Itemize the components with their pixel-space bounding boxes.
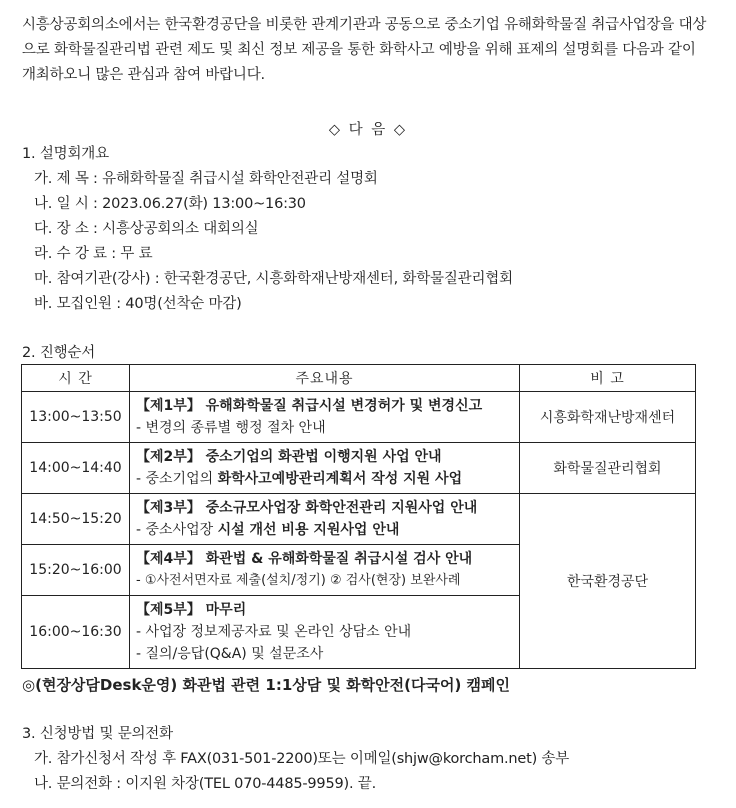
table-row: [22, 443, 696, 494]
row-note: 시흥화학재난방재센터: [520, 392, 696, 443]
row-content: [130, 392, 520, 443]
section1-title: 1. 설명회개요: [22, 146, 109, 162]
session-title: 【제1부】 유해화학물질 취급시설 변경허가 및 변경신고: [136, 398, 483, 414]
session-title: 【제5부】 마무리: [136, 602, 247, 618]
overview-item-organizations: 마. 참여기관(강사) : 한국환경공단, 시흥화학재난방재센터, 화학물질관리협회: [34, 271, 513, 287]
session-detail-prefix: - 중소기업의: [136, 471, 218, 487]
overview-item-capacity: 바. 모집인원 : 40명(선착순 마감): [34, 296, 242, 312]
session-detail-prefix: - 중소사업장: [136, 522, 218, 538]
section2-title: 2. 진행순서: [22, 345, 96, 361]
campaign-notice: ◎(현장상담Desk운영) 화관법 관련 1:1상담 및 화학안전(다국어) 캠페인: [22, 676, 511, 694]
table-row: [22, 392, 696, 443]
section3-title: 3. 신청방법 및 문의전화: [22, 726, 173, 742]
session-detail: - 변경의 종류별 행정 절차 안내: [136, 420, 326, 436]
row-content: [130, 443, 520, 494]
overview-item-title: 가. 제 목 : 유해화학물질 취급시설 화학안전관리 설명회: [34, 171, 378, 187]
session-detail: [136, 468, 513, 490]
row-content: [130, 596, 520, 669]
intro-paragraph: 시흥상공회의소에서는 한국환경공단을 비롯한 관계기관과 공동으로 중소기업 유해화학물질 취급사업장을 대상으로 화학물질관리법 관련 제도 및 최신 정보 제공을 통한 화학사고 예방을 위해 표제의 설명회를 다음과 같이 개최하오니 많은 관심과 참여 바랍니다.: [22, 17, 707, 83]
section-heading: ◇ 다 음 ◇: [328, 122, 408, 138]
row-content: [130, 494, 520, 545]
row-time: 16:00~16:30: [22, 596, 130, 669]
row-note: 한국환경공단: [520, 494, 696, 669]
overview-item-venue: 다. 장 소 : 시흥상공회의소 대회의실: [34, 221, 259, 237]
table-header-row: [22, 365, 696, 392]
overview-item-date: 나. 일 시 : 2023.06.27(화) 13:00~16:30: [34, 196, 306, 212]
row-time: 15:20~16:00: [22, 545, 130, 596]
row-note: 화학물질관리협회: [520, 443, 696, 494]
schedule-table: [21, 364, 696, 669]
header-note: 비 고: [520, 365, 696, 392]
session-title: 【제4부】 화관법 & 유해화학물질 취급시설 검사 안내: [136, 551, 473, 567]
overview-item-fee: 라. 수 강 료 : 무 료: [34, 246, 153, 262]
session-detail: - 사업장 정보제공자료 및 온라인 상담소 안내: [136, 624, 412, 640]
session-title: 【제2부】 중소기업의 화관법 이행지원 사업 안내: [136, 449, 442, 465]
header-time: 시 간: [22, 365, 130, 392]
session-detail-highlight: 화학사고예방관리계획서 작성 지원 사업: [217, 471, 463, 487]
header-content: 주요내용: [130, 365, 520, 392]
session-detail: [136, 519, 513, 541]
apply-method: 가. 참가신청서 작성 후 FAX(031-501-2200)또는 이메일(shjw@korcham.net) 송부: [34, 751, 570, 767]
row-time: 14:50~15:20: [22, 494, 130, 545]
row-time: 14:00~14:40: [22, 443, 130, 494]
session-detail: - 질의/응답(Q&A) 및 설문조사: [136, 646, 324, 662]
row-time: 13:00~13:50: [22, 392, 130, 443]
session-detail-highlight: 시설 개선 비용 지원사업 안내: [217, 522, 400, 538]
session-detail: - ①사전서면자료 제출(설치/정기) ② 검사(현장) 보완사례: [136, 573, 461, 588]
row-content: [130, 545, 520, 596]
contact-phone: 나. 문의전화 : 이지원 차장(TEL 070-4485-9959). 끝.: [34, 776, 376, 792]
table-row: [22, 494, 696, 545]
session-title: 【제3부】 중소규모사업장 화학안전관리 지원사업 안내: [136, 500, 478, 516]
